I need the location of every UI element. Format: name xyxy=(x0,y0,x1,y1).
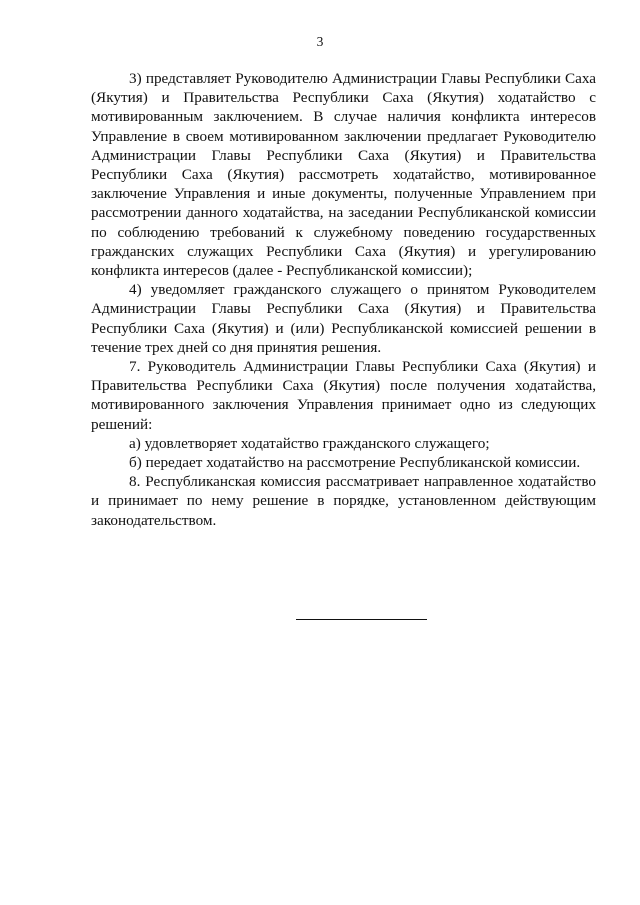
document-body xyxy=(91,69,596,530)
paragraph-item-4: 4) уведомляет гражданского служащего о принятом Руководителем Администрации Главы Республики Саха (Якутия) и Правительства Республики Саха (Якутия) и (или) Республиканской комиссией решении в течение трех дней со дня принятия решения. xyxy=(91,281,596,356)
paragraph-option-a: а) удовлетворяет ходатайство гражданского служащего; xyxy=(129,434,490,452)
paragraph-section-7: 7. Руководитель Администрации Главы Республики Саха (Якутия) и Правительства Республики Саха (Якутия) после получения ходатайства, мотивированного заключения Управления принимает одно из следующих решений: xyxy=(91,358,596,433)
paragraph-section-8: 8. Республиканская комиссия рассматривает направленное ходатайство и принимает по нему решение в порядке, установленном действующим законодательством. xyxy=(91,473,596,529)
page-number: 3 xyxy=(316,34,324,49)
paragraph-option-b: б) передает ходатайство на рассмотрение Республиканской комиссии. xyxy=(129,454,581,472)
paragraph-item-3: 3) представляет Руководителю Администрации Главы Республики Саха (Якутия) и Правительства Республики Саха (Якутия) ходатайство с мотивированным заключением. В случае наличия конфликта интересов Управление в своем мотивированном заключении предлагает Руководителю Администрации Главы Республики Саха (Якутия) и Правительства Республики Саха (Якутия) рассмотреть ходатайство, мотивированное заключение Управления и иные документы, полученные Управлением при рассмотрении данного ходатайства, на заседании Республиканской комиссии по соблюдению требований к служебному поведению государственных гражданских служащих Республики Саха (Якутия) и урегулированию конфликта интересов (далее - Республиканской комиссии); xyxy=(91,70,596,280)
closing-divider-line xyxy=(296,619,427,620)
